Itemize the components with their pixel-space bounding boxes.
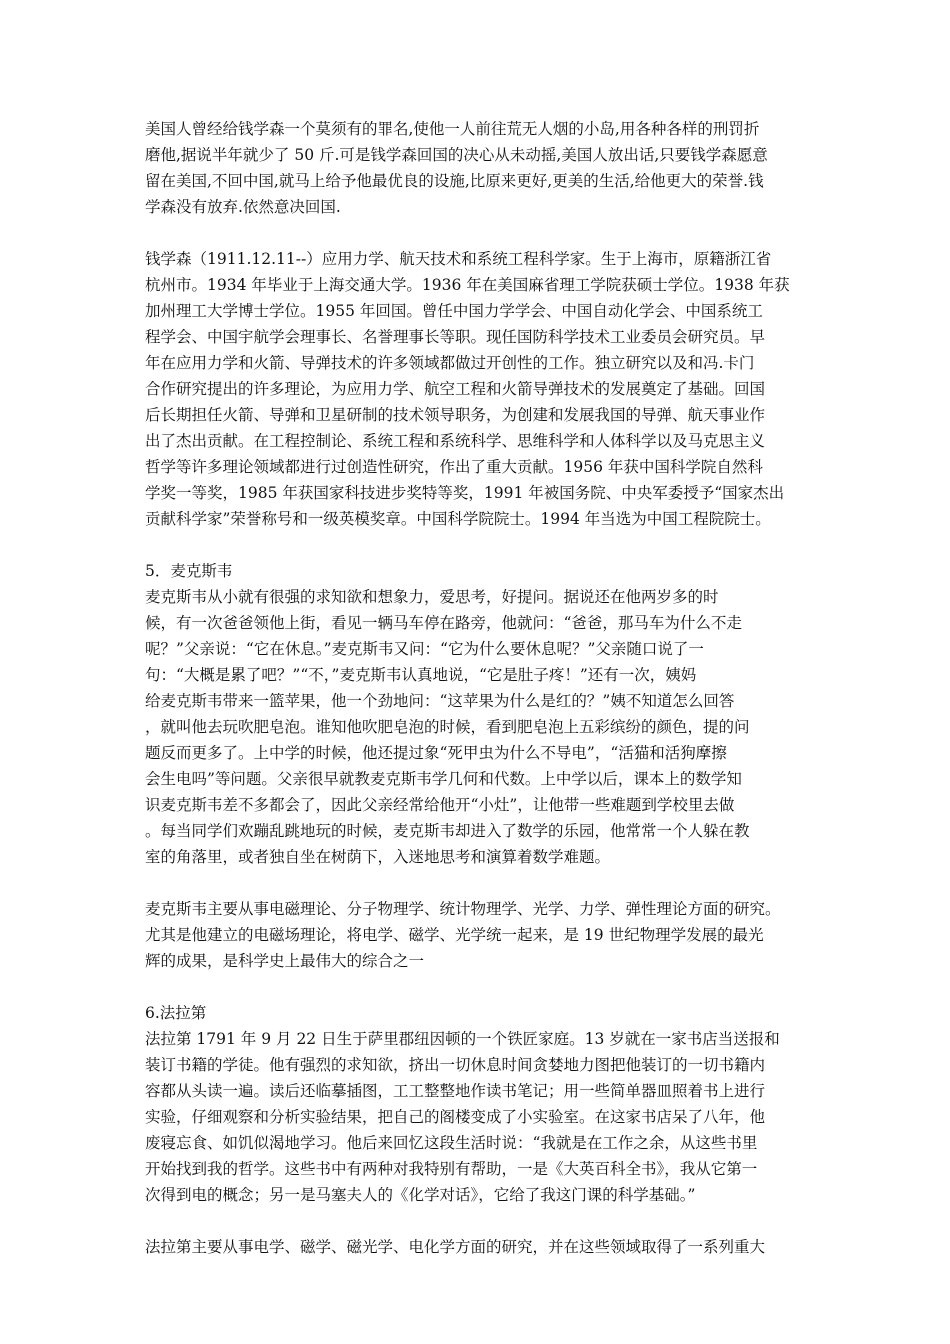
text-line: 学森没有放弃.依然意决回国. (145, 198, 341, 216)
document-body (145, 116, 813, 1260)
text-line: 装订书籍的学徒。他有强烈的求知欲，挤出一切休息时间贪婪地力图把他装订的一切书籍内 (145, 1056, 766, 1074)
text-line: 哲学等许多理论领域都进行过创造性研究，作出了重大贡献。1956 年获中国科学院自然科 (145, 458, 763, 476)
text-line: 呢？”父亲说：“它在休息。”麦克斯韦又问：“它为什么要休息呢？”父亲随口说了一 (145, 640, 704, 658)
text-line: 候，有一次爸爸领他上街，看见一辆马车停在路旁，他就问：“爸爸，那马车为什么不走 (145, 614, 742, 632)
text-line: 出了杰出贡献。在工程控制论、系统工程和系统科学、思维科学和人体科学以及马克思主义 (145, 432, 766, 450)
text-line: 给麦克斯韦带来一篮苹果，他一个劲地问：“这苹果为什么是红的？”姨不知道怎么回答 (145, 692, 735, 710)
text-line: 后长期担任火箭、导弹和卫星研制的技术领导职务，为创建和发展我国的导弹、航天事业作 (145, 406, 766, 424)
paragraph-gap (145, 532, 813, 558)
text-line: 尤其是他建立的电磁场理论，将电学、磁学、光学统一起来，是 19 世纪物理学发展的最光 (145, 926, 764, 944)
paragraph-qian-anecdote (145, 116, 813, 220)
text-line: 次得到电的概念；另一是马塞夫人的《化学对话》，它给了我这门课的科学基础。” (145, 1186, 696, 1204)
text-line: 麦克斯韦从小就有很强的求知欲和想象力，爱思考，好提问。据说还在他两岁多的时 (145, 588, 719, 606)
text-line: 麦克斯韦主要从事电磁理论、分子物理学、统计物理学、光学、力学、弹性理论方面的研究。 (145, 900, 781, 918)
text-line: 法拉第 1791 年 9 月 22 日生于萨里郡纽因顿的一个铁匠家庭。13 岁就在一家书店当送报和 (145, 1030, 780, 1048)
paragraph-qian-bio (145, 246, 813, 532)
text-line: 贡献科学家”荣誉称号和一级英模奖章。中国科学院院士。1994 年当选为中国工程院院士。 (145, 510, 771, 528)
text-line: 法拉第主要从事电学、磁学、磁光学、电化学方面的研究，并在这些领域取得了一系列重大 (145, 1238, 766, 1256)
text-line: 识麦克斯韦差不多都会了，因此父亲经常给他开“小灶”，让他带一些难题到学校里去做 (145, 796, 735, 814)
text-line: 题反而更多了。上中学的时候，他还提过象“死甲虫为什么不导电”，“活猫和活狗摩擦 (145, 744, 727, 762)
text-line: 。每当同学们欢蹦乱跳地玩的时候，麦克斯韦却进入了数学的乐园，他常常一个人躲在教 (145, 822, 750, 840)
text-line: 会生电吗”等问题。父亲很早就教麦克斯韦学几何和代数。上中学以后，课本上的数学知 (145, 770, 742, 788)
text-line: 合作研究提出的许多理论，为应用力学、航空工程和火箭导弹技术的发展奠定了基础。回国 (145, 380, 766, 398)
text-line: ，就叫他去玩吹肥皂泡。谁知他吹肥皂泡的时候，看到肥皂泡上五彩缤纷的颜色，提的问 (145, 718, 750, 736)
text-line: 杭州市。1934 年毕业于上海交通大学。1936 年在美国麻省理工学院获硕士学位。1938 年获 (145, 276, 790, 294)
paragraph-gap (145, 870, 813, 896)
text-line: 学奖一等奖，1985 年获国家科技进步奖特等奖，1991 年被国务院、中央军委授予“国家杰出 (145, 484, 785, 502)
paragraph-maxwell-childhood (145, 584, 813, 870)
text-line: 程学会、中国宇航学会理事长、名誉理事长等职。现任国防科学技术工业委员会研究员。早 (145, 328, 766, 346)
text-line: 句：“大概是累了吧？”“不，”麦克斯韦认真地说，“它是肚子疼！”还有一次，姨妈 (145, 666, 697, 684)
text-line: 开始找到我的哲学。这些书中有两种对我特别有帮助，一是《大英百科全书》，我从它第一 (145, 1160, 758, 1178)
text-line: 年在应用力学和火箭、导弹技术的许多领域都做过开创性的工作。独立研究以及和冯.卡门 (145, 354, 755, 372)
paragraph-gap (145, 1208, 813, 1234)
paragraph-gap (145, 220, 813, 246)
text-line: 实验，仔细观察和分析实验结果，把自己的阁楼变成了小实验室。在这家书店呆了八年，他 (145, 1108, 766, 1126)
text-line: 室的角落里，或者独自坐在树荫下，入迷地思考和演算着数学难题。 (145, 848, 611, 866)
text-line: 辉的成果，是科学史上最伟大的综合之一 (145, 952, 425, 970)
paragraph-gap (145, 974, 813, 1000)
paragraph-maxwell-research (145, 896, 813, 974)
paragraph-faraday-early-life (145, 1026, 813, 1208)
text-line: 磨他,据说半年就少了 50 斤.可是钱学森回国的决心从未动摇,美国人放出话,只要钱学森愿意 (145, 146, 768, 164)
text-line: 留在美国,不回中国,就马上给予他最优良的设施,比原来更好,更美的生活,给他更大的荣誉.钱 (145, 172, 764, 190)
text-line: 加州理工大学博士学位。1955 年回国。曾任中国力学学会、中国自动化学会、中国系统工 (145, 302, 763, 320)
text-line: 容都从头读一遍。读后还临摹插图，工工整整地作读书笔记；用一些简单器皿照着书上进行 (145, 1082, 766, 1100)
heading-text: 5．麦克斯韦 (145, 562, 233, 580)
paragraph-faraday-research (145, 1234, 813, 1260)
text-line: 废寝忘食、如饥似渴地学习。他后来回忆这段生活时说：“我就是在工作之余，从这些书里 (145, 1134, 758, 1152)
text-line: 美国人曾经给钱学森一个莫须有的罪名,使他一人前往荒无人烟的小岛,用各种各样的刑罚折 (145, 120, 760, 138)
text-line: 钱学森（1911.12.11--）应用力学、航天技术和系统工程科学家。生于上海市，原籍浙江省 (145, 250, 772, 268)
heading-text: 6.法拉第 (145, 1004, 207, 1022)
section-heading-faraday (145, 1000, 813, 1026)
section-heading-maxwell (145, 558, 813, 584)
